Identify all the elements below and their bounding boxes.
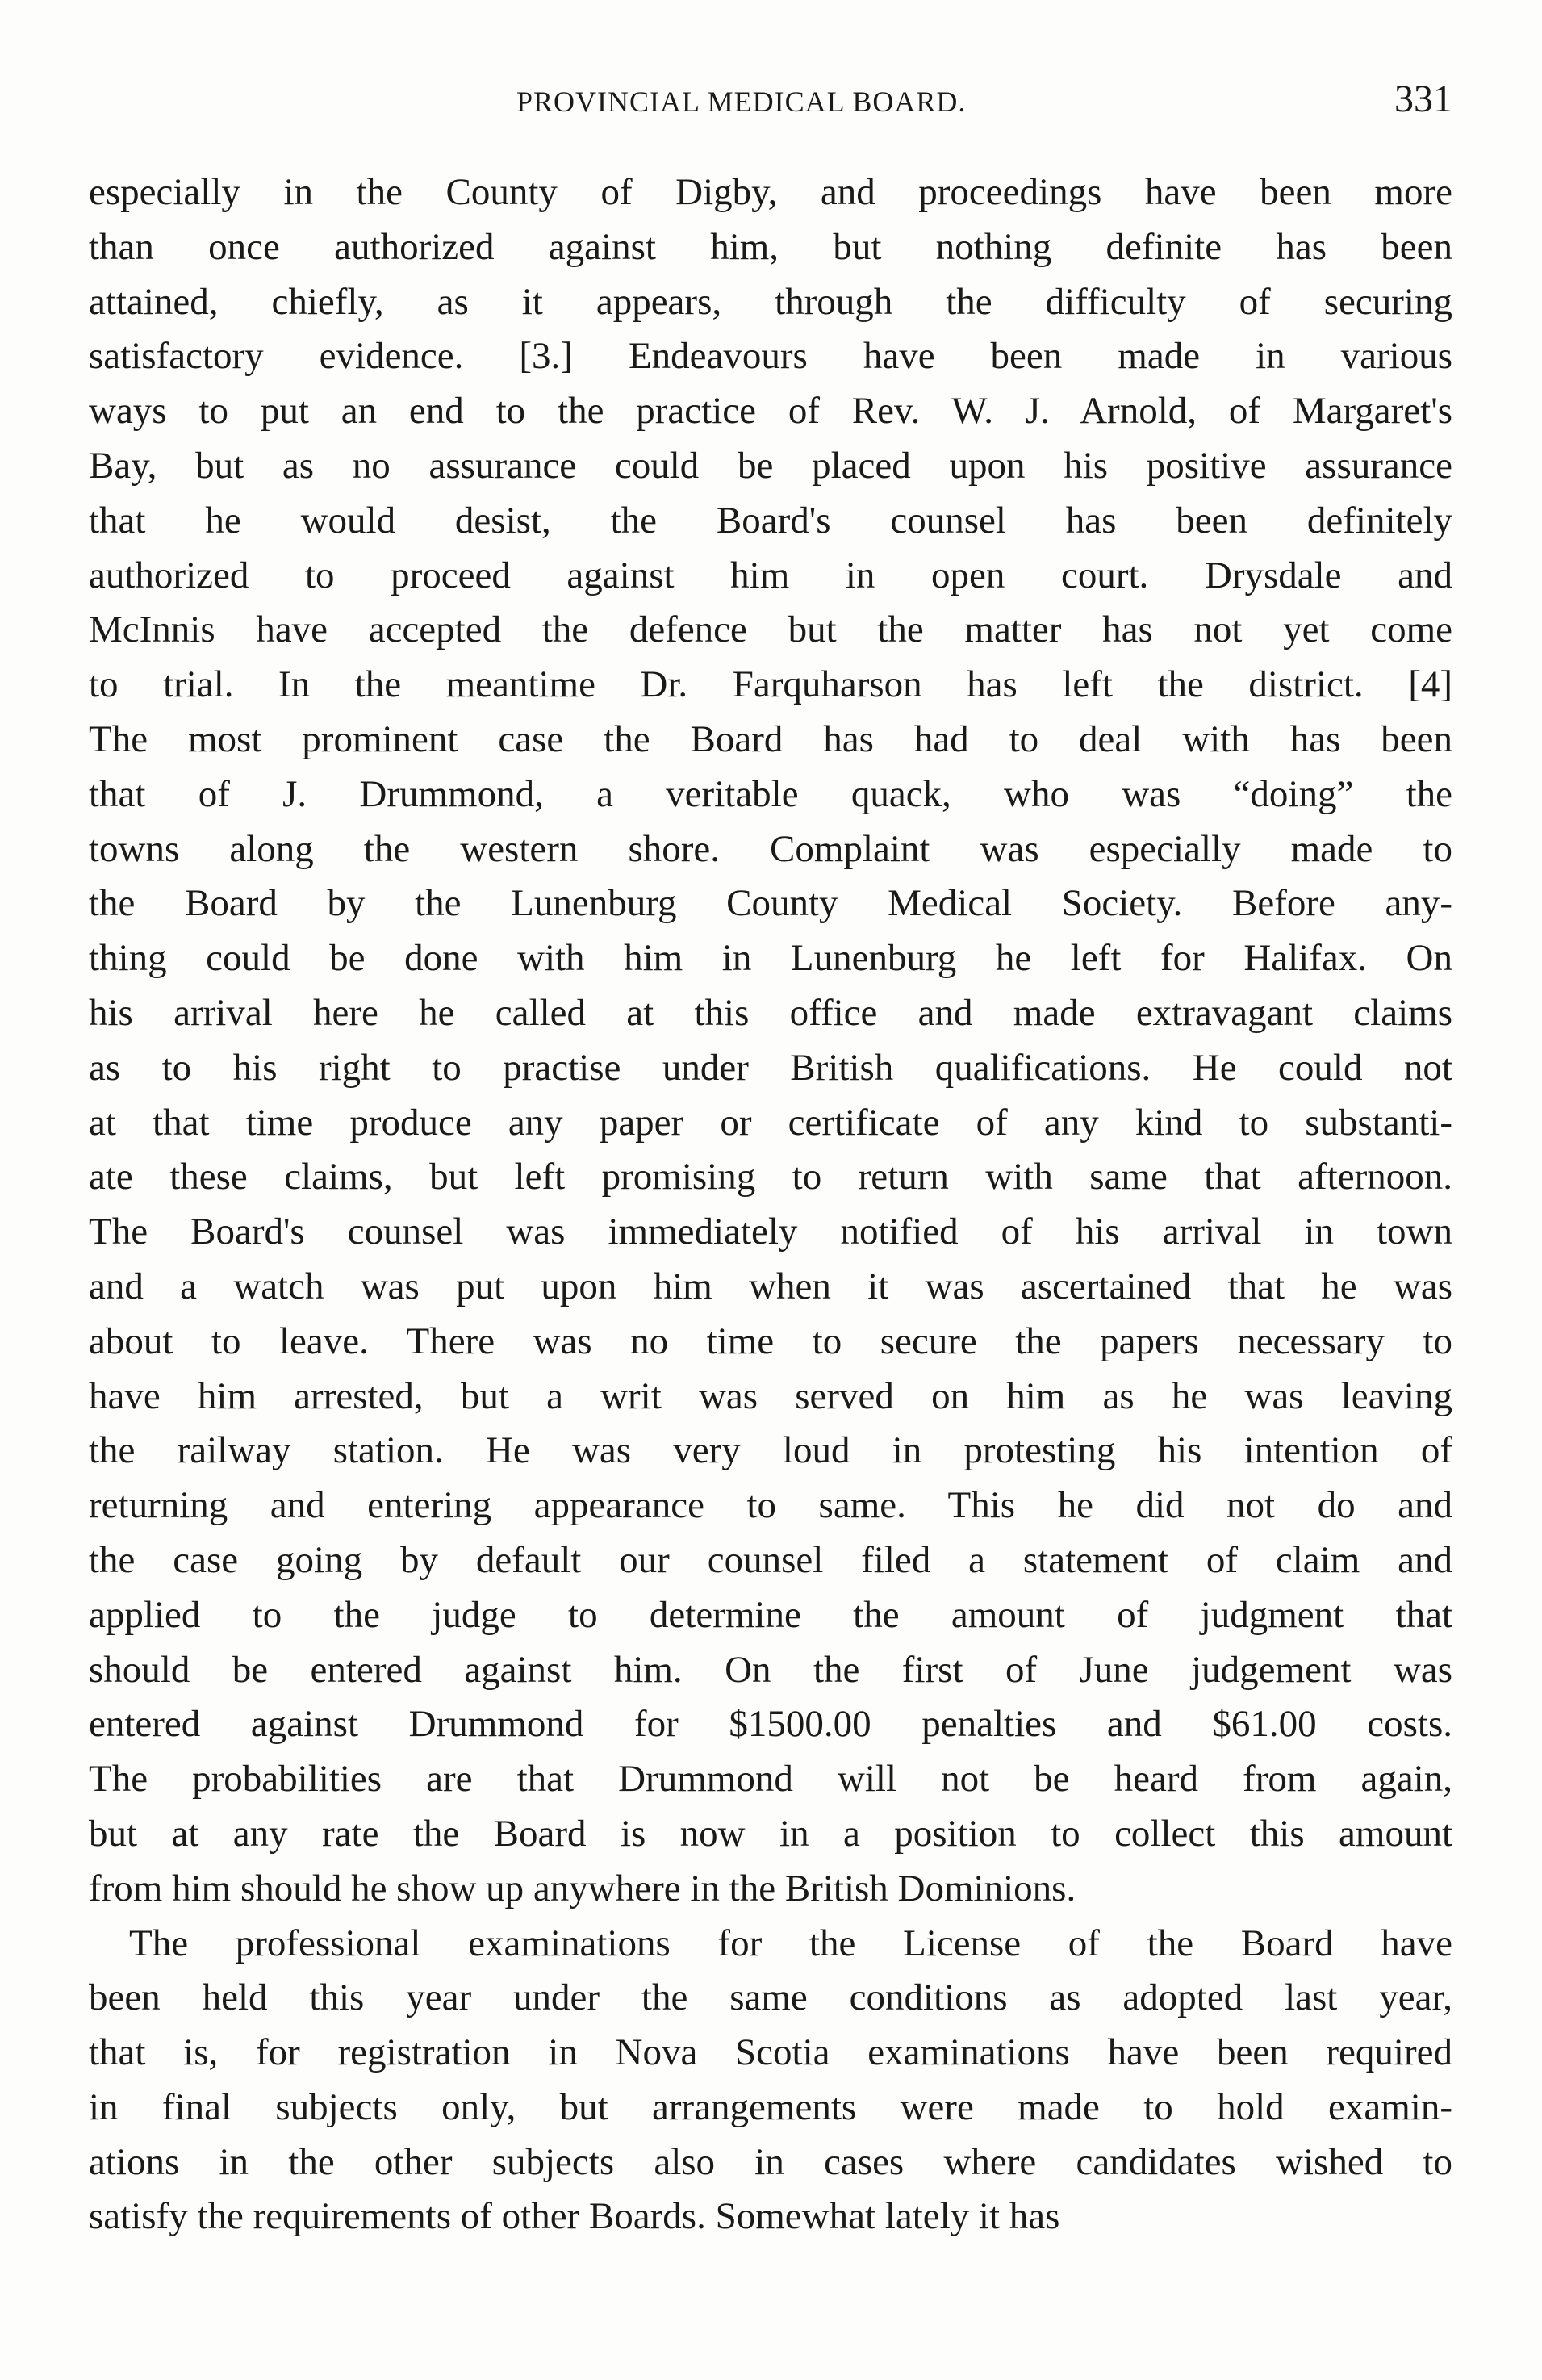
text-line: ations in the other subjects also in cases where candidates wished to [89,2140,1452,2183]
text-line: McInnis have accepted the defence but the matter has not yet come [89,609,1452,651]
text-line: been held this year under the same conditions as adopted last year, [89,1976,1452,2019]
text-line: towns along the western shore. Complaint was especially made to [89,827,1452,870]
text-line: the railway station. He was very loud in protesting his intention of [89,1429,1452,1472]
text-line: The probabilities are that Drummond will not be heard from again, [89,1758,1452,1801]
text-line: The most prominent case the Board has had to deal with has been [89,717,1452,760]
text-line: ate these claims, but left promising to return with same that afternoon. [89,1156,1452,1198]
text-line: that is, for registration in Nova Scotia examinations have been required [89,2031,1452,2074]
text-line: but at any rate the Board is now in a position to collect this amount [89,1812,1452,1855]
text-line: than once authorized against him, but nothing definite has been [89,225,1452,268]
text-line: The Board's counsel was immediately notified of his arrival in town [89,1211,1452,1253]
page-number: 331 [1394,77,1452,120]
text-line: returning and entering appearance to same. This he did not do and [89,1484,1452,1527]
paragraph [89,165,1452,1917]
running-title: PROVINCIAL MEDICAL BOARD. [516,86,967,118]
page-header [89,77,1452,141]
text-line: thing could be done with him in Lunenburg he left for Halifax. On [89,937,1452,980]
text-line: at that time produce any paper or certificate of any kind to substanti- [89,1101,1452,1144]
text-line: in final subjects only, but arrangements were made to hold examin- [89,2085,1452,2128]
text-line: and a watch was put upon him when it was ascertained that he was [89,1265,1452,1307]
text-line: about to leave. There was no time to secure the papers necessary to [89,1320,1452,1362]
paragraph [89,1917,1452,2245]
text-line: applied to the judge to determine the amount of judgment that [89,1593,1452,1636]
text-line: attained, chiefly, as it appears, through the difficulty of securing [89,280,1452,323]
text-line: authorized to proceed against him in open court. Drysdale and [89,554,1452,596]
text-line: have him arrested, but a writ was served on him as he was leaving [89,1374,1452,1417]
text-line: that of J. Drummond, a veritable quack, who was “doing” the [89,772,1452,815]
text-line: especially in the County of Digby, and proceedings have been more [89,171,1452,213]
text-line: the Board by the Lunenburg County Medical Society. Before any- [89,882,1452,925]
text-line: satisfy the requirements of other Boards. Somewhat lately it has [89,2195,1060,2238]
text-line: from him should he show up anywhere in the British Dominions. [89,1867,1076,1909]
body-text [89,165,1452,2244]
text-line: the case going by default our counsel filed a statement of claim and [89,1538,1452,1581]
text-line: his arrival here he called at this office and made extravagant claims [89,991,1452,1034]
text-line: as to his right to practise under British qualifications. He could not [89,1046,1452,1089]
text-line: entered against Drummond for $1500.00 penalties and $61.00 costs. [89,1703,1452,1746]
text-line: that he would desist, the Board's counsel has been definitely [89,499,1452,542]
text-line: Bay, but as no assurance could be placed upon his positive assurance [89,444,1452,487]
text-line: satisfactory evidence. [3.] Endeavours have been made in various [89,335,1452,378]
text-line: ways to put an end to the practice of Rev. W. J. Arnold, of Margaret's [89,390,1452,433]
text-line: should be entered against him. On the first of June judgement was [89,1648,1452,1691]
text-line: The professional examinations for the License of the Board have [129,1922,1452,1964]
text-line: to trial. In the meantime Dr. Farquharson has left the district. [4] [89,663,1452,706]
